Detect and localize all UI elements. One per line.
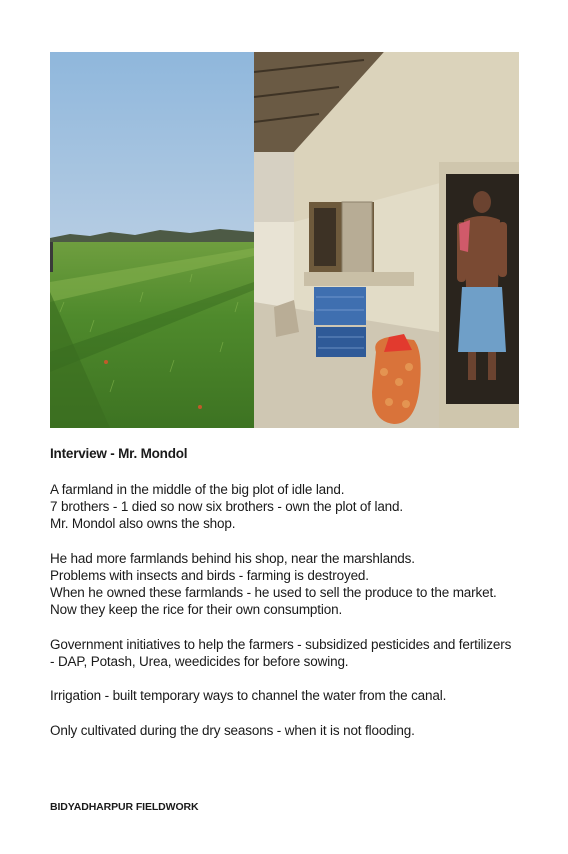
text-line: A farmland in the middle of the big plot of idle land.: [50, 482, 345, 497]
text-line: Only cultivated during the dry seasons - when it is not flooding.: [50, 722, 415, 738]
paragraph: [50, 687, 530, 704]
text-line: 7 brothers - 1 died so now six brothers - own the plot of land.: [50, 499, 403, 515]
interview-heading: Interview - Mr. Mondol: [50, 446, 188, 461]
shop-photo: [254, 52, 519, 428]
footer-label: BIDYADHARPUR FIELDWORK: [50, 801, 199, 813]
text-line: Mr. Mondol also owns the shop.: [50, 516, 236, 532]
text-line: He had more farmlands behind his shop, near the marshlands.: [50, 550, 415, 566]
photo-strip: [50, 52, 519, 428]
text-line: Government initiatives to help the farmers - subsidized pesticides and fertilizers: [50, 636, 512, 652]
text-line: Now they keep the rice for their own consumption.: [50, 602, 343, 618]
text-line: Problems with insects and birds - farming is destroyed.: [50, 568, 369, 583]
text-line: Irrigation - built temporary ways to channel the water from the canal.: [50, 688, 447, 704]
text-line: - DAP, Potash, Urea, weedicides for before sowing.: [50, 654, 349, 669]
interview-body: [50, 481, 530, 756]
field-photo: [50, 52, 254, 428]
paragraph: [50, 550, 530, 619]
text-line: When he owned these farmlands - he used to sell the produce to the market.: [50, 585, 497, 601]
paragraph: [50, 722, 530, 739]
paragraph: [50, 636, 530, 670]
paragraph: [50, 481, 530, 533]
